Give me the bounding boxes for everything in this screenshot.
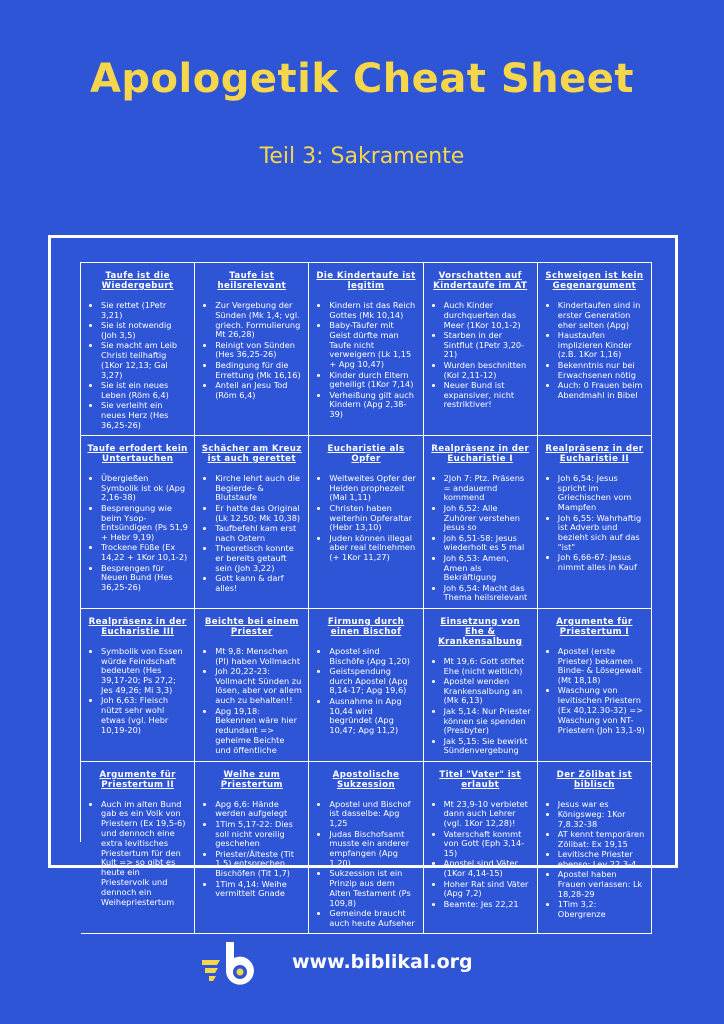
topic-list-item: • Joh 6,55: Wahrhaftig ist Adverb und bezieht sich auf das "ist": [558, 514, 645, 553]
topic-list-item: • 1Tim 4,14: Weihe vermittelt Gnade: [215, 880, 302, 900]
topic-title: Firmung durch einen Bischof: [327, 616, 405, 637]
topic-list-item: • Trockene Füße (Ex 14,22 + 1Kor 10,1-2): [101, 543, 188, 563]
topic-list-item: • Kindern ist das Reich Gottes (Mk 10,14): [329, 301, 416, 321]
topic-cell: [81, 609, 195, 762]
cheat-sheet-grid: [80, 262, 652, 928]
topic-list-item: • Apostel (erste Priester) bekamen Binde- & Lösegewalt (Mt 18,18): [558, 647, 645, 686]
topic-list-item: • Apostel wenden Krankensalbung an (Mk 6,13): [444, 677, 531, 706]
topic-list-item: • Starben in der Sintflut (1Petr 3,20-21): [444, 331, 531, 360]
topic-list: [87, 647, 188, 736]
topic-list-item: • Levitische Priester ebenso: Lev 22,3-4: [558, 850, 645, 870]
topic-title: Realpräsenz in der Eucharistie II: [545, 443, 644, 464]
topic-list-item: • Mt 9,8: Menschen (Pl) haben Vollmacht: [215, 647, 302, 667]
topic-list-item: • Bekenntnis nur bei Erwachsenen nötig: [558, 361, 645, 381]
topic-title: Argumente für Priestertum I: [556, 616, 633, 637]
topic-title: Argumente für Priestertum II: [99, 769, 176, 790]
topic-list-item: • Joh 6,54: Macht das Thema heilsrelevant: [444, 584, 531, 604]
topic-list-item: • Neuer Bund ist expansiver, nicht restriktiver!: [444, 381, 531, 410]
topic-list: [315, 301, 416, 420]
page-title: Apologetik Cheat Sheet: [89, 56, 635, 102]
topic-list-item: • Judas Bischofsamt musste ein anderer empfangen (Apg 1,20): [329, 830, 416, 869]
topic-cell: [309, 609, 423, 762]
topic-list-item: • Joh 6,53: Amen, Amen als Bekräftigung: [444, 554, 531, 583]
topic-list-item: • Mt 19,6: Gott stiftet Ehe (nicht weltlich): [444, 657, 531, 677]
topic-list: [430, 301, 531, 410]
topic-list-item: • Auch Kinder durchquerten das Meer (1Kor 10,1-2): [444, 301, 531, 330]
topic-title: Weihe zum Priestertum: [220, 769, 283, 790]
topic-list-item: • Sie rettet (1Petr 3,21): [101, 301, 188, 321]
topic-cell: [538, 436, 652, 609]
topic-list: [315, 474, 416, 563]
topic-list-item: • Auch im alten Bund gab es ein Volk von Priestern (Ex 19,5-6) und dennoch eine extra levitisches Priestertum für den Kult => so gibt es heute ein Priestervolk und dennoch ein Weihepriestertum: [101, 800, 188, 908]
topic-list-item: • Ausnahme in Apg 10,44 wird begründet (Apg 10,47; Apg 11,2): [329, 697, 416, 736]
topic-title: Schweigen ist kein Gegenargument: [545, 271, 644, 291]
topic-cell: [195, 263, 309, 436]
topic-cell: [538, 263, 652, 436]
topic-cell: [81, 762, 195, 934]
topic-list-item: • Hoher Rat sind Väter (Apg 7,2): [444, 880, 531, 900]
topic-list-item: • Kirche lehrt auch die Begierde- & Blutstaufe: [215, 474, 302, 503]
topic-list: [544, 301, 645, 400]
topic-list-item: • Jak 5,15: Sie bewirkt Sündenvergebung: [444, 737, 531, 757]
topic-list-item: • Beamte: Jes 22,21: [444, 900, 531, 910]
topic-list-item: • Kindertaufen sind in erster Generation eher selten (Apg): [558, 301, 645, 330]
topic-list-item: • Geistspendung durch Apostel (Apg 8,14-17; Apg 19,6): [329, 667, 416, 696]
topic-list-item: • Verheißung gilt auch Kindern (Apg 2,38-39): [329, 391, 416, 420]
topic-list: [315, 800, 416, 929]
topic-list: [430, 800, 531, 910]
topic-list-item: • Sie macht am Leib Christi teilhaftig (1Kor 12,13; Gal 3,27): [101, 341, 188, 380]
topic-cell: [81, 436, 195, 609]
topic-list-item: • Joh 20,22-23: Vollmacht Sünden zu lösen, aber vor allem auch zu behalten!!: [215, 667, 302, 706]
topic-title: Realpräsenz in der Eucharistie III: [88, 616, 187, 637]
page-subtitle: Teil 3: Sakramente: [259, 144, 465, 169]
topic-list: [430, 474, 531, 603]
topic-cell: [424, 762, 538, 934]
topic-list: [87, 301, 188, 430]
topic-list-item: • Apostel haben Frauen verlassen: Lk 18,28-29: [558, 870, 645, 899]
topic-cell: [424, 609, 538, 762]
topic-list-item: • Waschung von levitischen Priestern (Ex 40,12.30-32) => Waschung von NT-Priestern (Joh 13,1-9): [558, 686, 645, 735]
topic-list: [430, 657, 531, 756]
topic-title: Titel "Vater" ist erlaubt: [439, 769, 522, 790]
topic-list-item: • Taufbefehl kam erst nach Ostern: [215, 524, 302, 544]
topic-list-item: • Mt 23,9-10 verbietet dann auch Lehrer (vgl. 1Kor 12,28)!: [444, 800, 531, 829]
topic-list-item: • Besprengen für Neuen Bund (Hes 36,25-26): [101, 564, 188, 593]
topic-list-item: • Apg 6,6: Hände werden aufgelegt: [215, 800, 302, 820]
topic-title: Der Zölibat ist biblisch: [556, 769, 633, 790]
topic-title: Schächer am Kreuz ist auch gerettet: [201, 443, 302, 464]
topic-cell: [195, 609, 309, 762]
topic-cell: [309, 762, 423, 934]
topic-list-item: • 2Joh 7: Ptz. Präsens = andauernd kommend: [444, 474, 531, 503]
topic-list-item: • Baby-Täufer mit Geist dürfte man Taufe nicht verweigern (Lk 1,15 + Apg 10,47): [329, 321, 416, 370]
topic-list-item: • Joh 6,51-58: Jesus wiederholt es 5 mal: [444, 534, 531, 554]
topic-list-item: • Jak 5,14: Nur Priester können sie spenden (Presbyter): [444, 707, 531, 736]
topic-list-item: • Sie verleiht ein neues Herz (Hes 36,25-26): [101, 401, 188, 430]
topic-list-item: • Königsweg: 1Kor 7,8.32-38: [558, 810, 645, 830]
topic-list-item: • Joh 6,66-67: Jesus nimmt alles in Kauf: [558, 553, 645, 573]
topic-list-item: • Apostel sind Väter (1Kor 4,14-15): [444, 859, 531, 879]
topic-list: [201, 800, 302, 899]
topic-list-item: • Gemeinde braucht auch heute Aufseher: [329, 909, 416, 929]
topic-list-item: • Anteil an Jesu Tod (Röm 6,4): [215, 381, 302, 401]
topic-list-item: • Apostel und Bischof ist dasselbe: Apg 1,25: [329, 800, 416, 829]
topic-cell: [424, 263, 538, 436]
topic-title: Apostolische Sukzession: [332, 769, 400, 790]
topic-list-item: • 1Tim 3,2: Obergrenze: [558, 900, 645, 920]
topic-list-item: • Sie ist notwendig (Joh 3,5): [101, 321, 188, 341]
topic-list: [544, 474, 645, 573]
topic-list-item: • Gott kann & darf alles!: [215, 574, 302, 594]
topic-list-item: • Er hatte das Original (Lk 12,50; Mk 10,38): [215, 504, 302, 524]
topic-list: [201, 474, 302, 594]
topic-list-item: • Auch: 0 Frauen beim Abendmahl in Bibel: [558, 381, 645, 401]
topic-cell: [538, 762, 652, 934]
topic-cell: [81, 263, 195, 436]
topic-cell: [538, 609, 652, 762]
topic-list: [544, 647, 645, 736]
footer-url[interactable]: www.biblikal.org: [292, 951, 473, 973]
topic-list-item: • 1Tim 5,17-22: Dies soll nicht voreilig geschehen: [215, 820, 302, 849]
topic-list-item: • Jesus war es: [558, 800, 645, 810]
topic-list-item: • Joh 6,54: Jesus spricht im Griechischen vom Mampfen: [558, 474, 645, 513]
topic-title: Taufe erfodert kein Untertauchen: [87, 443, 188, 464]
topic-list-item: • Kinder durch Eltern geheiligt (1Kor 7,14): [329, 371, 416, 391]
topic-title: Eucharistie als Opfer: [327, 443, 405, 464]
topic-list: [87, 800, 188, 908]
topic-list: [315, 647, 416, 736]
topic-title: Einsetzung von Ehe & Krankensalbung: [438, 616, 523, 647]
topic-list: [87, 474, 188, 593]
topic-list-item: • Übergießen Symbolik ist ok (Apg 2,16-38): [101, 474, 188, 503]
topic-list: [201, 301, 302, 400]
topic-title: Taufe ist heilsrelevant: [217, 271, 287, 291]
topic-list-item: • Haustaufen implizieren Kinder (z.B. 1Kor 1,16): [558, 331, 645, 360]
topic-list-item: • Apostel sind Bischöfe (Apg 1,20): [329, 647, 416, 667]
topic-cell: [195, 762, 309, 934]
topic-title: Vorschatten auf Kindertaufe im AT: [433, 271, 528, 291]
topic-list-item: • Wurden beschnitten (Kol 2,11-12): [444, 361, 531, 381]
topic-list-item: • Sie ist ein neues Leben (Röm 6,4): [101, 381, 188, 401]
topic-title: Die Kindertaufe ist legitim: [316, 271, 416, 291]
topic-list-item: • Besprengung wie beim Ysop-Entsündigen (Ps 51,9 + Hebr 9,19): [101, 504, 188, 543]
topic-title: Beichte bei einem Priester: [204, 616, 299, 637]
topic-list-item: • Sukzession ist ein Prinzip aus dem Alten Testament (Ps 109,8): [329, 869, 416, 908]
topic-list-item: • Joh 6,63: Fleisch nützt sehr wohl etwas (vgl. Hebr 10,19-20): [101, 696, 188, 735]
topic-cell: [195, 436, 309, 609]
topic-list-item: • Joh 6,52: Alle Zuhörer verstehen Jesus so: [444, 504, 531, 533]
topic-list-item: • Theoretisch konnte er bereits getauft sein (Joh 3,22): [215, 544, 302, 573]
topic-list-item: • Christen haben weiterhin Opferaltar (Hebr 13,10): [329, 504, 416, 533]
topic-list-item: • Vaterschaft kommt von Gott (Eph 3,14-15): [444, 830, 531, 859]
topic-cell: [309, 263, 423, 436]
topic-title: Realpräsenz in der Eucharistie I: [431, 443, 530, 464]
topic-list-item: • Weltweites Opfer der Heiden prophezeit (Mal 1,11): [329, 474, 416, 503]
topic-title: Taufe ist die Wiedergeburt: [101, 271, 174, 291]
topic-list-item: • Priester/Älteste (Tit 1,5) entsprechen Bischöfen (Tit 1,7): [215, 850, 302, 879]
topic-list-item: • Symbolik von Essen würde Feindschaft bedeuten (Hes 39,17-20; Ps 27,2; Jes 49,26; Mi 3,3): [101, 647, 188, 696]
biblikal-logo-icon: [200, 938, 264, 990]
topic-list-item: • AT kennt temporären Zölibat: Ex 19,15: [558, 830, 645, 850]
topic-list-item: • Juden können illegal aber real teilnehmen (+ 1Kor 11,27): [329, 534, 416, 563]
topic-list-item: • Apg 19,18: Bekennen wäre hier redundant => geheime Beichte und öffentliche: [215, 707, 302, 756]
topic-list-item: • Reinigt von Sünden (Hes 36,25-26): [215, 341, 302, 361]
topic-list: [544, 800, 645, 920]
topic-cell: [309, 436, 423, 609]
topic-list-item: • Zur Vergebung der Sünden (Mk 1,4; vgl. griech. Formulierung Mt 26,28): [215, 301, 302, 340]
topic-list: [201, 647, 302, 756]
topic-list-item: • Bedingung für die Errettung (Mk 16,16): [215, 361, 302, 381]
topic-cell: [424, 436, 538, 609]
